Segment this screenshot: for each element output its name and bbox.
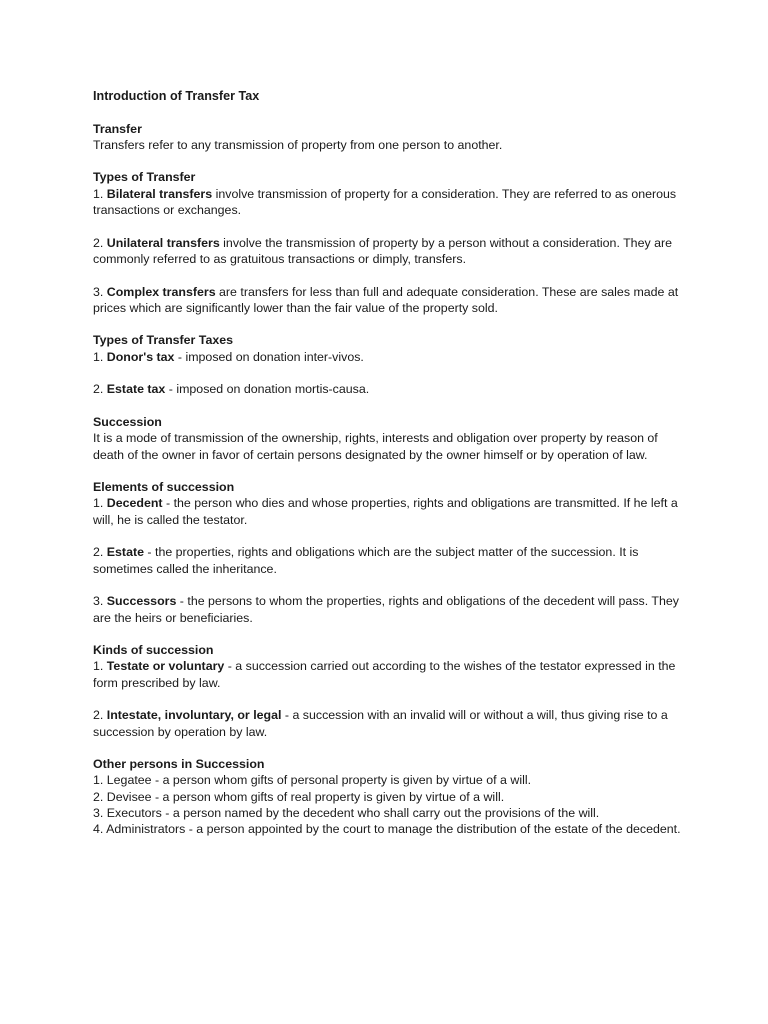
item-description: - the persons to whom the properties, rights and obligations of the decedent will pass. They are the heirs or beneficiaries.: [93, 594, 679, 625]
section-heading: Types of Transfer: [93, 170, 196, 185]
list-item: [93, 349, 683, 365]
section-heading: Transfer: [93, 121, 142, 136]
item-term: Donor's tax: [106, 349, 175, 364]
list-item: 4. Administrators - a person appointed by the court to manage the distribution of the estate of the decedent.: [93, 822, 681, 837]
section-paragraph: Transfers refer to any transmission of property from one person to another.: [93, 137, 503, 152]
item-description: - the properties, rights and obligations which are the subject matter of the succession. It is sometimes called the inheritance.: [93, 545, 639, 576]
item-number: 2.: [93, 545, 107, 560]
item-number: 2.: [93, 382, 107, 397]
list-item: [93, 284, 683, 317]
item-term: Bilateral transfers: [106, 186, 213, 201]
item-description: involve transmission of property for a consideration. They are referred to as onerous transactions or exchanges.: [93, 186, 677, 218]
section-paragraph: It is a mode of transmission of the ownership, rights, interests and obligation over property by reason of death of the owner in favor of certain persons designated by the owner himself or by operation of law.: [93, 431, 658, 462]
section-types-of-transfer-taxes: [93, 332, 683, 397]
item-term: Testate or voluntary: [106, 659, 225, 674]
item-number: 2.: [93, 708, 107, 723]
item-number: 2.: [93, 235, 107, 250]
list-item: [93, 707, 683, 740]
item-description: - the person who dies and whose properties, rights and obligations are transmitted. If he left a will, he is called the testator.: [93, 496, 678, 527]
section-elements-of-succession: [93, 479, 683, 626]
list-item: 2. Devisee - a person whom gifts of real property is given by virtue of a will.: [93, 789, 505, 804]
list-item: 3. Executors - a person named by the decedent who shall carry out the provisions of the will.: [93, 806, 600, 821]
section-kinds-of-succession: [93, 642, 683, 740]
section-heading: Kinds of succession: [93, 643, 214, 658]
item-term: Complex transfers: [106, 284, 216, 299]
item-number: 3.: [93, 594, 107, 609]
list-item: [93, 235, 683, 268]
list-item: [93, 381, 683, 397]
item-term: Unilateral transfers: [106, 235, 220, 250]
item-term: Estate tax: [106, 382, 166, 397]
section-succession: [93, 414, 683, 463]
item-description: - a succession with an invalid will or without a will, thus giving rise to a succession by operation by law.: [93, 708, 668, 739]
list-item: [93, 544, 683, 577]
item-term: Estate: [106, 545, 144, 560]
item-number: 3.: [93, 284, 107, 299]
section-heading: Succession: [93, 414, 162, 429]
document-title: Introduction of Transfer Tax: [93, 89, 260, 103]
item-number: 1.: [93, 186, 107, 201]
list-item: [93, 593, 683, 626]
item-number: 1.: [93, 349, 107, 364]
list-item: [93, 186, 683, 219]
item-number: 1.: [93, 496, 107, 511]
item-description: involve the transmission of property by a person without a consideration. They are commonly referred to as gratuitous transactions or dimply, transfers.: [93, 235, 673, 266]
section-transfer: [93, 121, 683, 154]
section-types-of-transfer: [93, 169, 683, 316]
item-description: - a succession carried out according to the wishes of the testator expressed in the form prescribed by law.: [93, 659, 676, 690]
item-description: - imposed on donation inter-vivos.: [174, 349, 364, 364]
item-term: Successors: [106, 594, 177, 609]
document-page: [93, 88, 683, 854]
section-heading: Elements of succession: [93, 480, 235, 495]
item-number: 1.: [93, 659, 107, 674]
item-term: Intestate, involuntary, or legal: [106, 708, 282, 723]
item-description: are transfers for less than full and adequate consideration. These are sales made at prices which are significantly lower than the fair value of the property sold.: [93, 284, 679, 315]
section-other-persons: [93, 756, 683, 837]
item-description: - imposed on donation mortis-causa.: [165, 382, 370, 397]
list-item: [93, 495, 683, 528]
list-item: [93, 658, 683, 691]
item-term: Decedent: [106, 496, 163, 511]
list-item: 1. Legatee - a person whom gifts of personal property is given by virtue of a will.: [93, 773, 532, 788]
section-heading: Types of Transfer Taxes: [93, 333, 234, 348]
section-heading: Other persons in Succession: [93, 757, 265, 772]
